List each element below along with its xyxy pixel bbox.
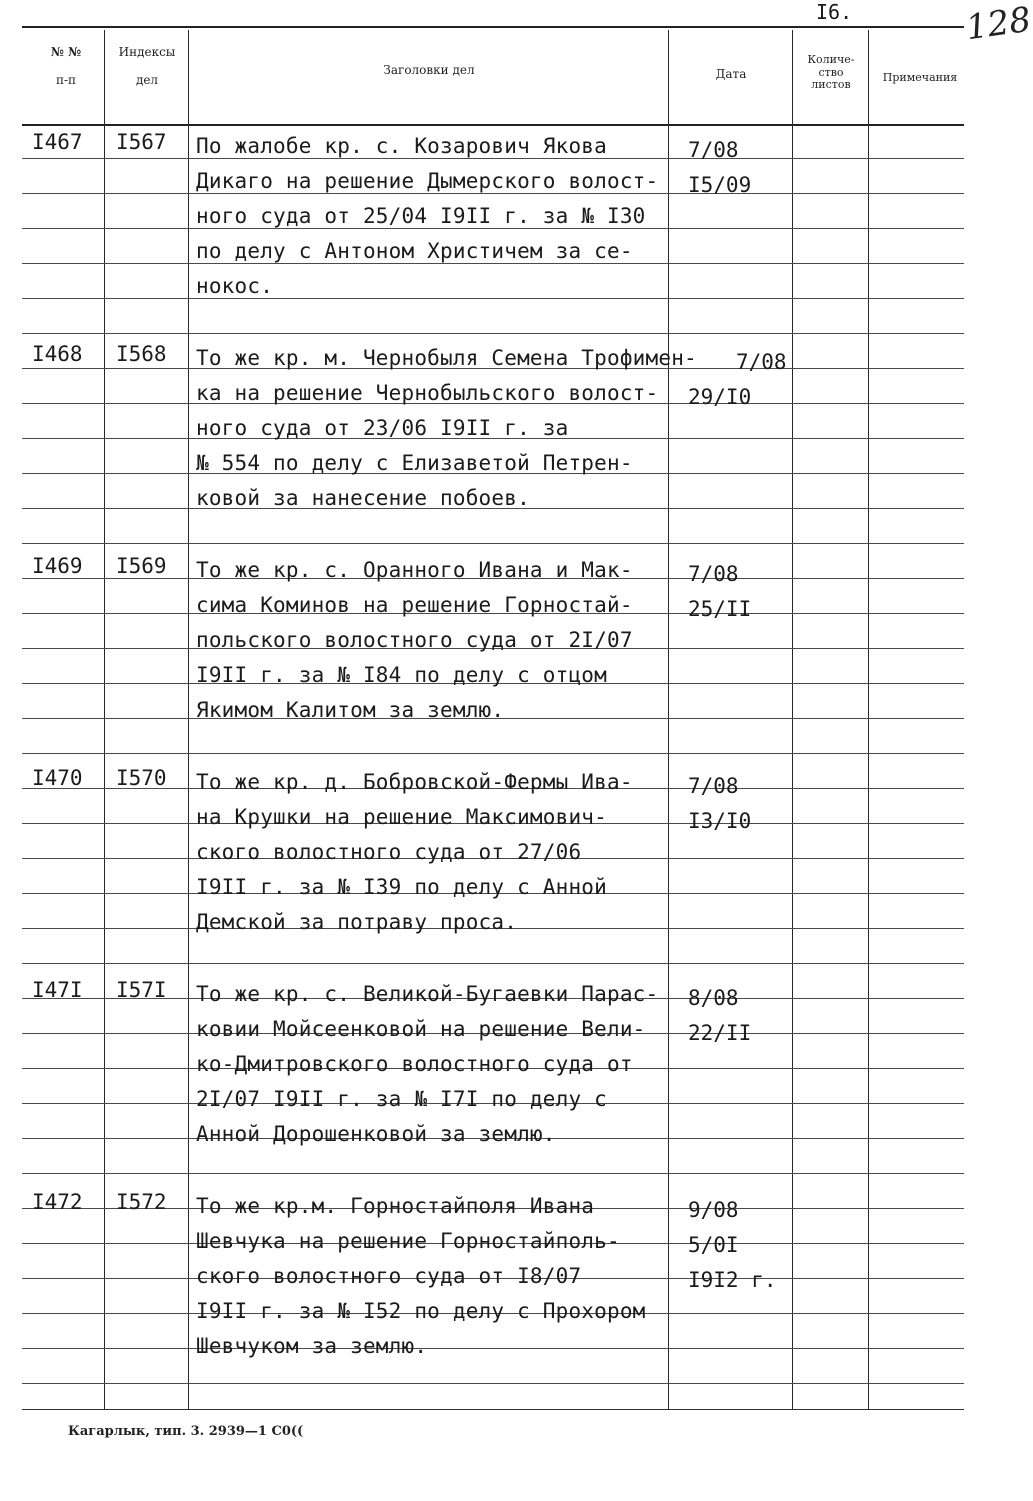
record-title-line: 2I/07 I9II г. за № I7I по делу с <box>196 1087 607 1111</box>
record-title-line: ковии Мойсеенковой на решение Вели- <box>196 1017 646 1041</box>
archive-folio-number: 128 <box>963 0 1033 49</box>
header-notes: Примечания <box>882 71 958 84</box>
header-sheets-line3: листов <box>811 78 851 92</box>
record-index: I572 <box>116 1190 167 1214</box>
header-num-line2: п-п <box>55 72 77 87</box>
record-title-line: ного суда от 23/06 I9II г. за <box>196 416 569 440</box>
record-index: I567 <box>116 130 167 154</box>
record-title-line: Дикаго на решение Дымерского волост- <box>196 169 659 193</box>
record-title-line: № 554 по делу с Елизаветой Петрен- <box>196 451 633 475</box>
record-title-line: То же кр. м. Чернобыля Семена Трофимен- <box>196 346 697 370</box>
record-title-line: I9II г. за № I84 по делу с отцом <box>196 663 607 687</box>
record-title-line: Шевчука на решение Горностайполь- <box>196 1229 620 1253</box>
record-title-line: сима Коминов на решение Горностай- <box>196 593 633 617</box>
column-divider-num <box>104 30 105 1410</box>
header-bottom-border <box>22 124 964 126</box>
header-sheets <box>794 54 868 92</box>
record-index: I568 <box>116 342 167 366</box>
header-num <box>28 46 104 88</box>
record-title-line: По жалобе кр. с. Козарович Якова <box>196 134 607 158</box>
record-number: I467 <box>32 130 83 154</box>
record-number: I47I <box>32 978 83 1002</box>
column-divider-date <box>792 30 793 1410</box>
record-title-line: Якимом Калитом за землю. <box>196 698 505 722</box>
record-date: 25/II <box>688 597 752 621</box>
page-number: I6. <box>816 0 853 24</box>
record-title-line: на Крушки на решение Максимович- <box>196 805 607 829</box>
record-title-line: по делу с Антоном Христичем за се- <box>196 239 633 263</box>
table-top-border <box>22 26 964 28</box>
record-index: I57I <box>116 978 167 1002</box>
record-title-line: То же кр. д. Бобровской-Фермы Ива- <box>196 770 633 794</box>
record-index: I569 <box>116 554 167 578</box>
ruled-line <box>22 963 964 964</box>
ruled-line <box>22 298 964 299</box>
ruled-line <box>22 1383 964 1384</box>
ruled-line <box>22 543 964 544</box>
record-date: I9I2 г. <box>688 1268 777 1292</box>
record-date: 7/08 <box>688 138 739 162</box>
column-divider-title <box>668 30 669 1410</box>
ruled-line <box>22 1348 964 1349</box>
record-title-line: I9II г. за № I52 по делу с Прохором <box>196 1299 646 1323</box>
record-title-line: То же кр. с. Оранного Ивана и Мак- <box>196 558 633 582</box>
record-date: 7/08 <box>736 350 787 374</box>
header-index-line2: дел <box>135 72 159 87</box>
ruled-line <box>22 1173 964 1174</box>
record-title-line: нокос. <box>196 274 274 298</box>
record-number: I472 <box>32 1190 83 1214</box>
record-number: I469 <box>32 554 83 578</box>
record-index: I570 <box>116 766 167 790</box>
record-date: 22/II <box>688 1021 752 1045</box>
record-title-line: ковой за нанесение побоев. <box>196 486 530 510</box>
printer-footer: Кагарлык, тип. 3. 2939—1 С0(( <box>68 1424 304 1439</box>
record-title-line: I9II г. за № I39 по делу с Анной <box>196 875 607 899</box>
header-sheets-line2: ство <box>818 65 844 79</box>
record-title-line: ского волостного суда от I8/07 <box>196 1264 582 1288</box>
record-title-line: То же кр. с. Великой-Бугаевки Парас- <box>196 982 659 1006</box>
header-num-line1: № № <box>50 45 82 59</box>
record-date: I5/09 <box>688 173 752 197</box>
record-title-line: Демской за потраву проса. <box>196 910 518 934</box>
header-index-line1: Индексы <box>118 45 176 59</box>
column-divider-sheets <box>868 30 869 1410</box>
header-date: Дата <box>715 67 747 81</box>
record-date: 9/08 <box>688 1198 739 1222</box>
ruled-line <box>22 333 964 334</box>
record-date: 7/08 <box>688 774 739 798</box>
record-date: 5/0I <box>688 1233 739 1257</box>
column-divider-index <box>188 30 189 1410</box>
table-bottom-border <box>22 1409 964 1410</box>
record-title-line: Анной Дорошенковой за землю. <box>196 1122 556 1146</box>
record-date: 7/08 <box>688 562 739 586</box>
record-number: I468 <box>32 342 83 366</box>
record-title-line: ского волостного суда от 27/06 <box>196 840 582 864</box>
record-date: I3/I0 <box>688 809 752 833</box>
record-date: 29/I0 <box>688 385 752 409</box>
header-title: Заголовки дел <box>383 63 475 77</box>
header-sheets-line1: Количе- <box>807 53 855 66</box>
record-date: 8/08 <box>688 986 739 1010</box>
record-title-line: польского волостного суда от 2I/07 <box>196 628 633 652</box>
record-title-line: ко-Дмитровского волостного суда от <box>196 1052 633 1076</box>
record-number: I470 <box>32 766 83 790</box>
record-title-line: То же кр.м. Горностайполя Ивана <box>196 1194 595 1218</box>
record-title-line: ного суда от 25/04 I9II г. за № I30 <box>196 204 646 228</box>
record-title-line: ка на решение Чернобыльского волост- <box>196 381 659 405</box>
record-title-line: Шевчуком за землю. <box>196 1334 428 1358</box>
ruled-line <box>22 753 964 754</box>
header-index <box>106 46 188 88</box>
